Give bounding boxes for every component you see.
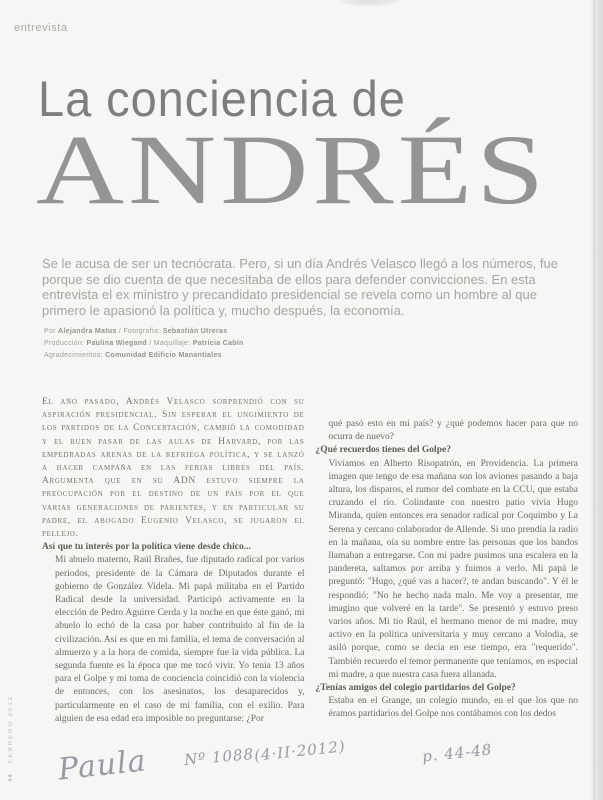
credit-line-thanks [44, 350, 244, 362]
credit-name: Alejandra Matus [58, 328, 117, 335]
credit-name: Comunidad Edificio Manantiales [105, 352, 222, 359]
handwritten-date: (4·II·2012) [253, 737, 347, 765]
page-edge-shadow [589, 0, 603, 800]
lead-paragraph: Se le acusa de ser un tecnócrata. Pero, si un día Andrés Velasco llegó a los números, fue porque se dio cuenta de que necesitaba de ellos para defender convicciones. En esta entrevista el ex ministro y precandidato presidencial se revela como un hombre al que primero le apasionó la política y, mucho después, la economía. [42, 256, 558, 318]
page-margin-info [8, 622, 14, 782]
article-body [42, 396, 578, 726]
credit-line-author [44, 326, 244, 338]
interview-answer-3: Estaba en el Grange, un colegio mundo, en el que los que no éramos partidarios del Golpe nos contábamos con los dedos [328, 696, 578, 720]
column-right [316, 418, 579, 726]
article-title-line2: ANDRÉS [36, 114, 549, 225]
credit-name: Paulina Wiegand [86, 340, 147, 347]
margin-caption: FEBRERO 2012 [8, 695, 14, 764]
credit-label: / Fotografía: [116, 328, 163, 335]
handwritten-issue-number: Nº 1088 [183, 744, 255, 770]
scan-smudge [340, 0, 400, 6]
credit-line-production [44, 338, 244, 350]
intro-paragraph: El año pasado, Andrés Velasco sorprendió con su aspiración presidencial. Sin esperar el ungimiento de los partidos de la Concertación, cambió la comodidad y el buen pasar de las aulas de Harvard, por las empedradas arenas de la refriega política, y se lanzó a hacer campaña en las ferias libres del país. Argumenta que en su ADN estuvo siempre la preocupación por el destino de un país por el que varias generaciones de parientes, y en particular su padre, el abogado Eugenio Velasco, se jugaron el pellejo. [42, 397, 305, 540]
credits-block [44, 326, 244, 362]
interview-answer-1-continued: qué pasó esto en mi país? y ¿qué podemos hacer para que no ocurra de nuevo? [328, 419, 578, 443]
interview-question-1: Así que tu interés por la política viene desde chico... [42, 542, 251, 553]
interview-answer-1: Mi abuelo materno, Raúl Brañes, fue diputado radical por varios periodos, presidente de la Cámara de Diputados durante el gobierno de González Videla. Mi papá militaba en el Partido Radical desde la universidad. Participó activamente en la elección de Pedro Aguirre Cerda y la noche en que éste ganó, mi abuelo lo echó de la casa por haber contribuido al fin de la civilización. Así es que en mi familia, el tema de conversación al almuerzo y a la hora de comida, siempre fue la vida pública. La segunda fuente es la época que me tocó vivir. Yo tenía 13 años para el Golpe y mi toma de conciencia coincidió con la violencia de entonces, con los asesinatos, los desaparecidos y, particularmente en el caso de mi familia, con el exilio. Para alguien de esa edad era imposible no preguntarse: ¿Por [55, 555, 305, 724]
credit-label: Producción: [44, 340, 87, 347]
credit-label: Agradecimientos: [44, 352, 106, 359]
column-left [42, 396, 305, 726]
credit-name: Patricia Cabín [192, 340, 244, 347]
handwritten-page-range: p. 44-48 [421, 740, 494, 766]
handwritten-magazine-name: Paula [56, 743, 149, 788]
credit-name: Sebastián Utreras [162, 328, 228, 335]
credit-label: Por [44, 328, 59, 335]
section-label: entrevista [14, 22, 68, 34]
credit-label: / Maquillaje: [146, 340, 193, 347]
interview-question-3: ¿Tenías amigos del colegio partidarios del Golpe? [315, 683, 516, 694]
interview-answer-2: Vivíamos en Alberto Risopatrón, en Providencia. La primera imagen que tengo de esa mañana son los aviones pasando a baja altura, los disparos, el rumor del combate en la CCU, que estaba cruzando el río. Colindante con nuestro patio vivía Hugo Miranda, quien entonces era senador radical por Coquimbo y La Serena y cercano colaborador de Allende. Si uno prendía la radio en la mañana, oía su nombre entre las personas que los bandos llamaban a entregarse. Con mi padre pusimos una escalera en la pandereta, saltamos por arriba y fuimos a verlo. Mi papá le preguntó: "Hugo, ¿qué vas a hacer?, te andan buscando". Y él le respondió: "No he hecho nada malo. Me voy a presentar, me imagino que volveré en la tarde". Se presentó y estuvo preso varios años. Mi tío Raúl, el hermano menor de mi madre, muy activo en la política universitaria y muy cercano a Volodia, se asiló porque, como se decía en ese tiempo, era "requerido". También recuerdo el temor permanente que teníamos, en especial mi madre, a que nuestra casa fuera allanada. [328, 458, 578, 680]
page-number: 44 [8, 773, 14, 782]
article-title-line1: La conciencia de [38, 71, 406, 127]
interview-question-2: ¿Qué recuerdos tienes del Golpe? [315, 445, 451, 456]
